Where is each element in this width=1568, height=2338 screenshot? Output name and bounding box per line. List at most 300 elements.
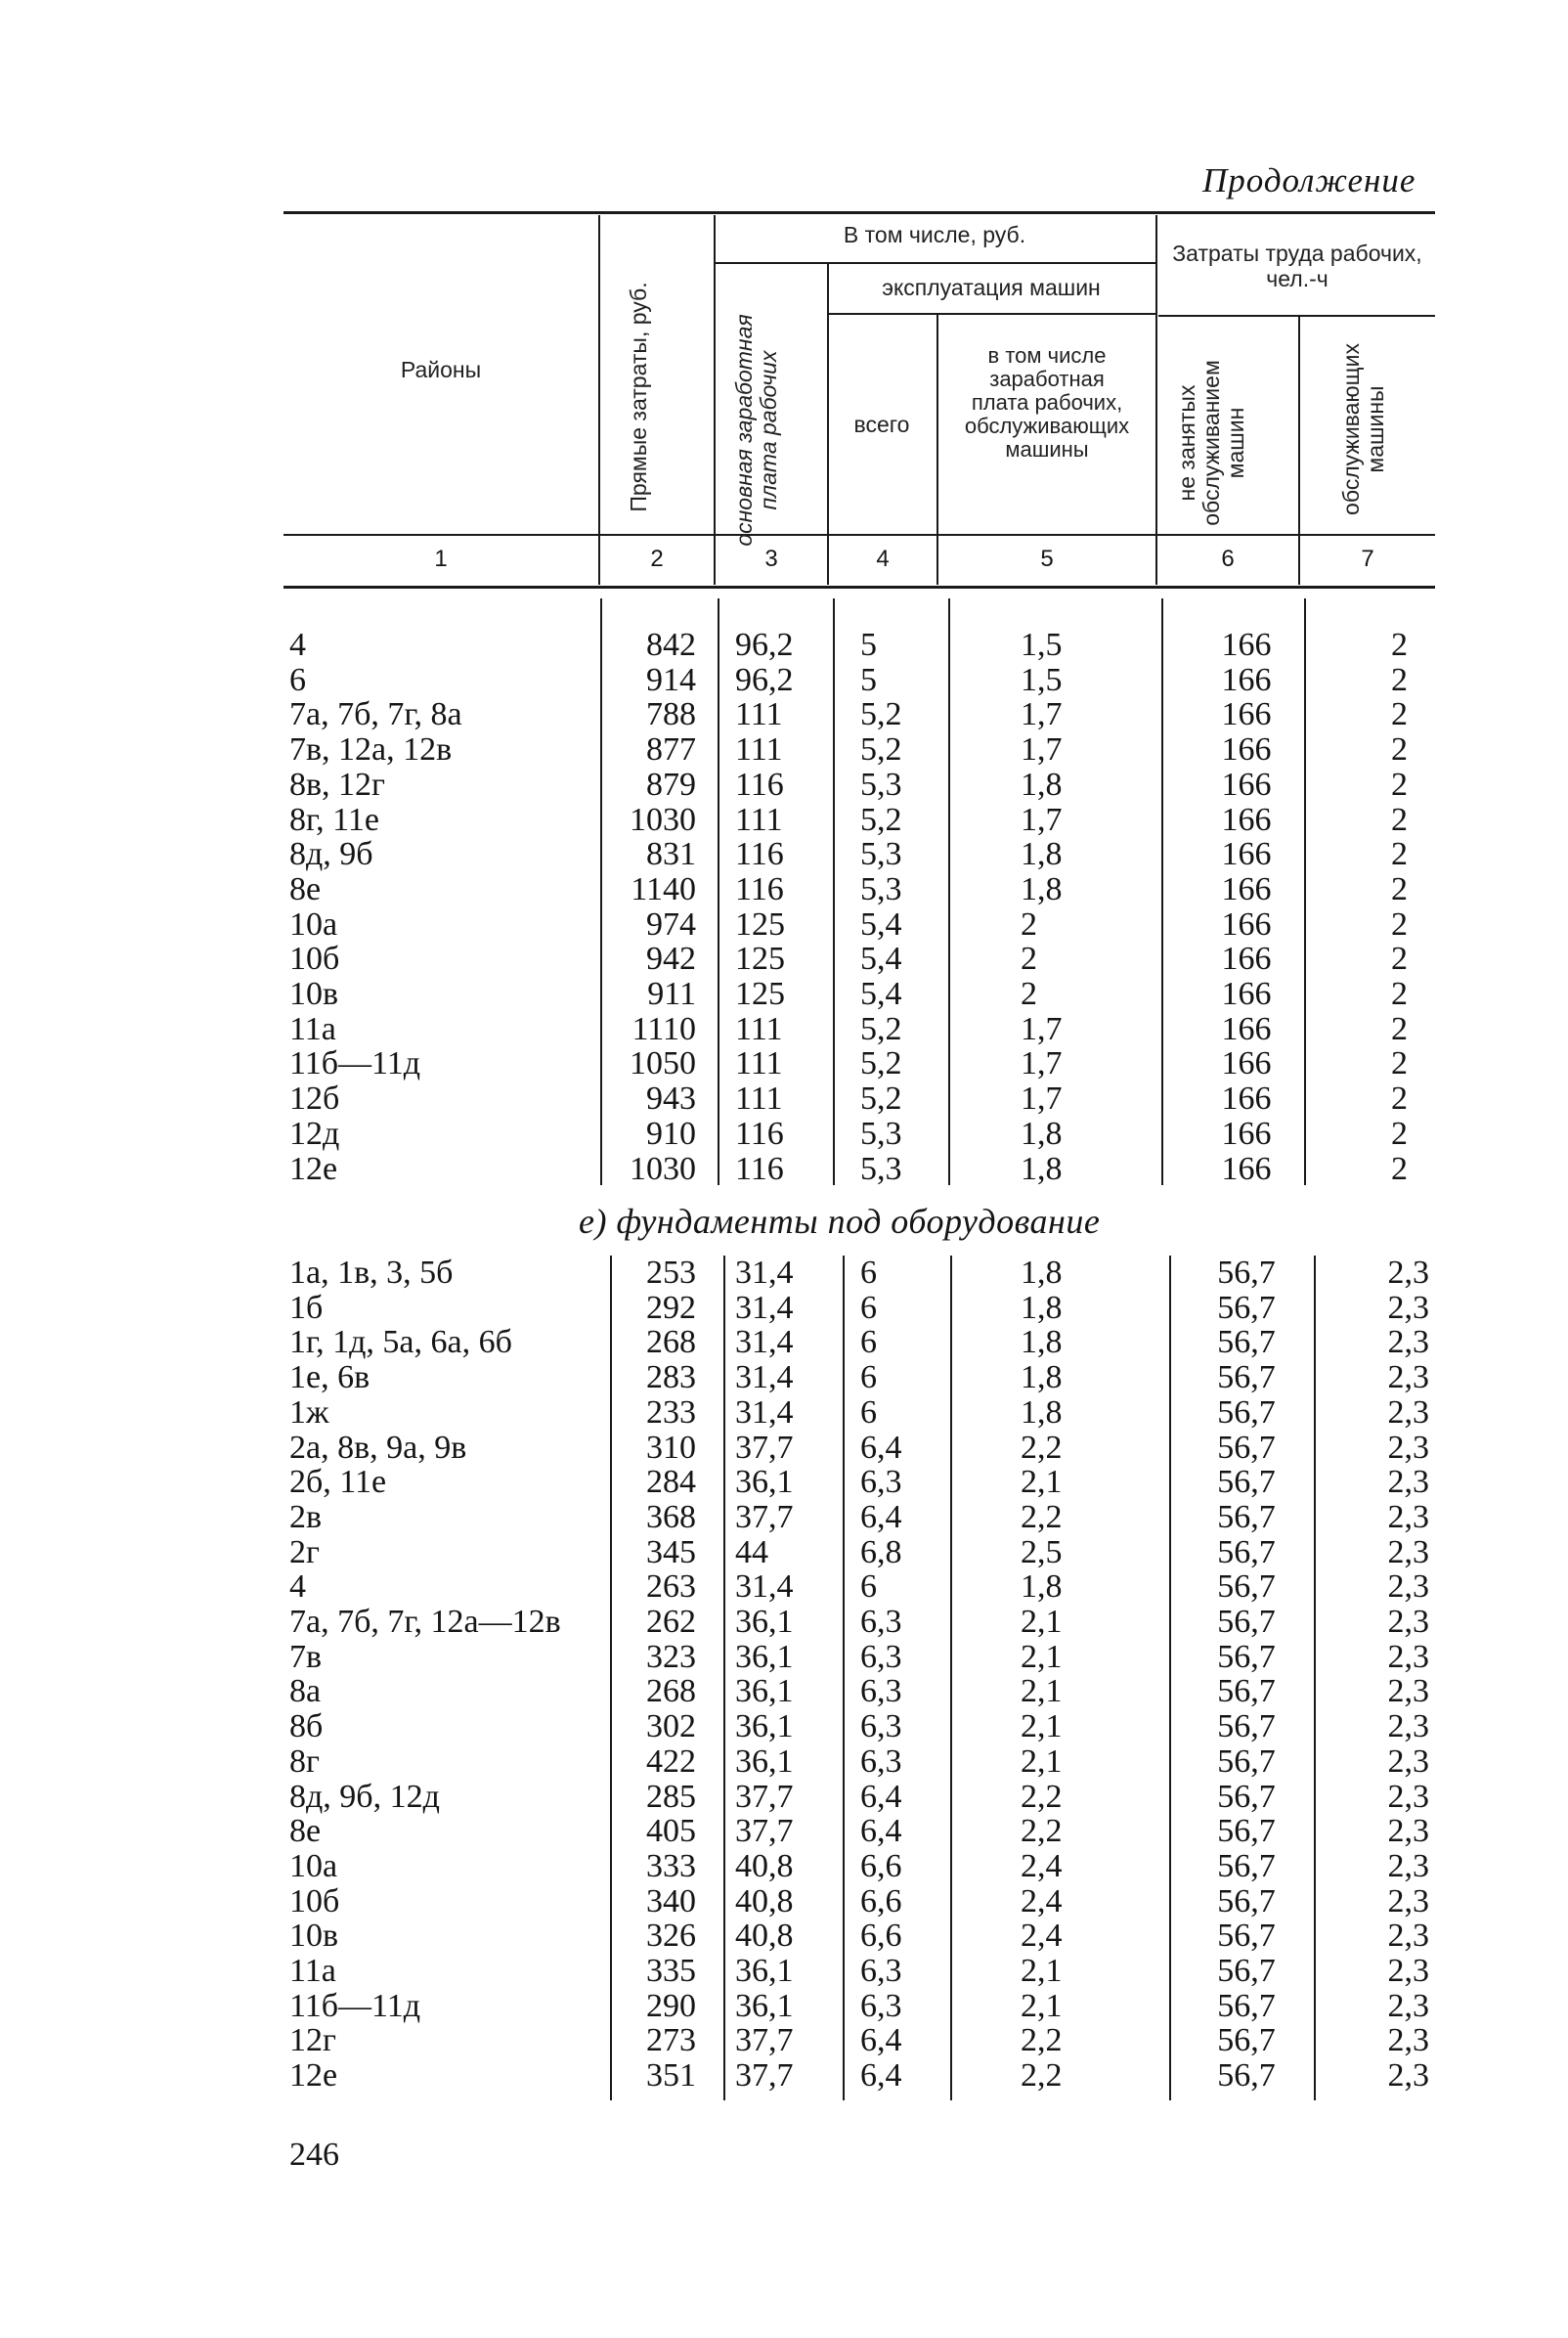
header-vrule-4 xyxy=(936,315,938,585)
cell-basic-wages: 116 xyxy=(735,836,784,873)
table-row xyxy=(0,663,1568,698)
cell-machine-wages: 2,1 xyxy=(1021,1638,1063,1675)
cell-direct-costs: 302 xyxy=(646,1708,696,1745)
cell-basic-wages: 36,1 xyxy=(735,1987,794,2024)
cell-direct-costs: 422 xyxy=(646,1742,696,1780)
cell-labor-not-machine: 56,7 xyxy=(1217,1742,1276,1780)
table-row xyxy=(0,1674,1568,1709)
cell-region: 2а, 8в, 9а, 9в xyxy=(289,1429,467,1466)
cell-region: 8д, 9б, 12д xyxy=(289,1778,440,1815)
cell-region: 10в xyxy=(289,1918,339,1955)
cell-machine-wages: 2,2 xyxy=(1021,1498,1063,1535)
cell-basic-wages: 36,1 xyxy=(735,1638,794,1675)
cell-basic-wages: 111 xyxy=(735,731,783,769)
cell-region: 1е, 6в xyxy=(289,1359,370,1396)
table-top-rule xyxy=(283,211,1435,214)
cell-labor-not-machine: 166 xyxy=(1221,976,1272,1012)
cell-machine-total: 5 xyxy=(860,627,877,663)
cell-basic-wages: 125 xyxy=(735,941,785,978)
cell-machine-total: 6,3 xyxy=(860,1638,902,1675)
cell-region: 8г xyxy=(289,1742,320,1780)
cell-machine-wages: 1,8 xyxy=(1021,1255,1063,1291)
table-row xyxy=(0,1081,1568,1117)
cell-basic-wages: 111 xyxy=(735,1010,783,1047)
cell-machine-total: 5,2 xyxy=(860,1081,902,1118)
continued-label: Продолжение xyxy=(1202,161,1416,199)
cell-machine-total: 6,6 xyxy=(860,1882,902,1919)
cell-labor-not-machine: 56,7 xyxy=(1217,1289,1276,1326)
column-number-7: 7 xyxy=(1361,546,1374,572)
cell-basic-wages: 37,7 xyxy=(735,1498,794,1535)
header-vrule-6 xyxy=(1298,317,1300,585)
cell-direct-costs: 292 xyxy=(646,1289,696,1326)
cell-labor-not-machine: 56,7 xyxy=(1217,1708,1276,1745)
cell-labor-not-machine: 56,7 xyxy=(1217,1918,1276,1955)
cell-basic-wages: 40,8 xyxy=(735,1882,794,1919)
cell-labor-machine: 2 xyxy=(1391,1010,1408,1047)
table-row xyxy=(0,1535,1568,1570)
table-row xyxy=(0,1744,1568,1780)
cell-labor-machine: 2,3 xyxy=(1387,1987,1429,2024)
cell-machine-total: 5,4 xyxy=(860,976,902,1012)
cell-machine-wages: 2,1 xyxy=(1021,1604,1063,1640)
table-row xyxy=(0,977,1568,1012)
cell-basic-wages: 125 xyxy=(735,976,785,1012)
cell-labor-machine: 2,3 xyxy=(1387,1673,1429,1710)
cell-machine-total: 5,2 xyxy=(860,1045,902,1082)
cell-machine-wages: 2,2 xyxy=(1021,1813,1063,1850)
cell-machine-total: 6,4 xyxy=(860,1778,902,1815)
cell-labor-machine: 2,3 xyxy=(1387,1813,1429,1850)
column-number-5: 5 xyxy=(1040,546,1054,572)
cell-machine-wages: 1,7 xyxy=(1021,1010,1063,1047)
cell-region: 10б xyxy=(289,1882,340,1919)
cell-region: 8е xyxy=(289,1813,322,1850)
cell-labor-machine: 2,3 xyxy=(1387,1568,1429,1606)
cell-labor-machine: 2,3 xyxy=(1387,1604,1429,1640)
cell-direct-costs: 273 xyxy=(646,2022,696,2059)
header-basic-wages: основная заработная плата рабочих xyxy=(731,314,781,547)
cell-labor-machine: 2,3 xyxy=(1387,2057,1429,2095)
cell-direct-costs: 268 xyxy=(646,1673,696,1710)
column-numbers-rule xyxy=(283,586,1435,589)
cell-machine-total: 6,3 xyxy=(860,1673,902,1710)
header-incl-wages-machine: в том числе заработная плата рабочих, обслуживающих машины xyxy=(964,343,1130,462)
table-row xyxy=(0,942,1568,977)
cell-basic-wages: 36,1 xyxy=(735,1953,794,1989)
cell-region: 11а xyxy=(289,1010,336,1047)
cell-labor-not-machine: 166 xyxy=(1221,941,1272,978)
cell-labor-machine: 2 xyxy=(1391,696,1408,733)
cell-region: 12г xyxy=(289,2022,336,2059)
cell-machine-total: 6 xyxy=(860,1393,877,1431)
cell-direct-costs: 268 xyxy=(646,1324,696,1361)
cell-labor-not-machine: 56,7 xyxy=(1217,1882,1276,1919)
cell-machine-wages: 2 xyxy=(1021,941,1037,978)
cell-machine-wages: 2,1 xyxy=(1021,1742,1063,1780)
cell-labor-not-machine: 56,7 xyxy=(1217,1673,1276,1710)
cell-labor-not-machine: 56,7 xyxy=(1217,1255,1276,1291)
cell-region: 10а xyxy=(289,1847,338,1884)
cell-labor-machine: 2 xyxy=(1391,1045,1408,1082)
column-number-6: 6 xyxy=(1221,546,1235,572)
cell-basic-wages: 111 xyxy=(735,1045,783,1082)
cell-labor-not-machine: 56,7 xyxy=(1217,1498,1276,1535)
cell-machine-total: 6,3 xyxy=(860,1604,902,1640)
cell-machine-total: 6,4 xyxy=(860,1429,902,1466)
cell-labor-machine: 2,3 xyxy=(1387,1464,1429,1501)
cell-labor-not-machine: 166 xyxy=(1221,1115,1272,1152)
cell-machine-total: 5 xyxy=(860,661,877,698)
cell-machine-wages: 1,7 xyxy=(1021,696,1063,733)
cell-labor-not-machine: 56,7 xyxy=(1217,1324,1276,1361)
cell-labor-machine: 2 xyxy=(1391,766,1408,803)
column-number-2: 2 xyxy=(650,546,664,572)
cell-direct-costs: 1110 xyxy=(632,1010,696,1047)
cell-machine-wages: 1,8 xyxy=(1021,1324,1063,1361)
cell-direct-costs: 1050 xyxy=(630,1045,696,1082)
cell-basic-wages: 111 xyxy=(735,801,783,838)
cell-machine-wages: 2,2 xyxy=(1021,2022,1063,2059)
cell-basic-wages: 31,4 xyxy=(735,1289,794,1326)
table-row xyxy=(0,1919,1568,1954)
cell-machine-wages: 1,5 xyxy=(1021,661,1063,698)
cell-labor-not-machine: 56,7 xyxy=(1217,2057,1276,2095)
header-labor-costs: Затраты труда рабочих, чел.-ч xyxy=(1172,241,1422,291)
cell-basic-wages: 37,7 xyxy=(735,2057,794,2095)
header-total: всего xyxy=(853,412,910,437)
cell-labor-not-machine: 166 xyxy=(1221,836,1272,873)
cell-direct-costs: 290 xyxy=(646,1987,696,2024)
cell-basic-wages: 111 xyxy=(735,696,783,733)
cell-labor-not-machine: 56,7 xyxy=(1217,1987,1276,2024)
header-rule-labor xyxy=(1158,315,1435,317)
cell-direct-costs: 253 xyxy=(646,1255,696,1291)
cell-machine-wages: 1,7 xyxy=(1021,801,1063,838)
cell-basic-wages: 31,4 xyxy=(735,1255,794,1291)
table-row xyxy=(0,1780,1568,1815)
header-direct-costs: Прямые затраты, руб. xyxy=(626,282,651,512)
table-row xyxy=(0,1814,1568,1849)
cell-machine-wages: 1,8 xyxy=(1021,1150,1063,1187)
cell-machine-wages: 2,1 xyxy=(1021,1464,1063,1501)
cell-region: 7в, 12а, 12в xyxy=(289,731,453,769)
cell-direct-costs: 877 xyxy=(646,731,696,769)
cell-machine-total: 6,3 xyxy=(860,1742,902,1780)
cell-labor-not-machine: 166 xyxy=(1221,870,1272,907)
table-row xyxy=(0,837,1568,872)
table-row xyxy=(0,2058,1568,2094)
cell-region: 8д, 9б xyxy=(289,836,373,873)
header-including-rub: В том числе, руб. xyxy=(843,222,1026,247)
cell-machine-total: 5,2 xyxy=(860,1010,902,1047)
table-row xyxy=(0,1325,1568,1360)
cell-region: 12е xyxy=(289,2057,338,2095)
table-row xyxy=(0,1046,1568,1081)
cell-machine-total: 5,3 xyxy=(860,1115,902,1152)
cell-region: 8е xyxy=(289,870,322,907)
table-row xyxy=(0,1884,1568,1919)
cell-labor-not-machine: 166 xyxy=(1221,801,1272,838)
cell-direct-costs: 842 xyxy=(646,627,696,663)
cell-basic-wages: 116 xyxy=(735,1115,784,1152)
table-row xyxy=(0,1849,1568,1884)
page-number: 246 xyxy=(289,2137,339,2173)
cell-region: 2в xyxy=(289,1498,323,1535)
cell-machine-total: 6,4 xyxy=(860,1498,902,1535)
cell-labor-machine: 2 xyxy=(1391,1081,1408,1118)
cell-region: 10в xyxy=(289,976,339,1012)
cell-basic-wages: 31,4 xyxy=(735,1568,794,1606)
cell-basic-wages: 31,4 xyxy=(735,1324,794,1361)
header-vrule-1 xyxy=(598,215,600,585)
cell-machine-total: 5,2 xyxy=(860,801,902,838)
cell-region: 1ж xyxy=(289,1393,329,1431)
cell-direct-costs: 974 xyxy=(646,905,696,943)
cell-machine-wages: 1,8 xyxy=(1021,870,1063,907)
header-rule-machines xyxy=(827,313,1155,315)
cell-machine-total: 6,6 xyxy=(860,1847,902,1884)
cell-machine-wages: 2,5 xyxy=(1021,1533,1063,1570)
cell-labor-machine: 2,3 xyxy=(1387,1778,1429,1815)
cell-region: 12б xyxy=(289,1081,340,1118)
cell-basic-wages: 37,7 xyxy=(735,1429,794,1466)
cell-machine-wages: 1,8 xyxy=(1021,1359,1063,1396)
cell-machine-total: 6,3 xyxy=(860,1987,902,2024)
cell-machine-total: 6,4 xyxy=(860,2022,902,2059)
cell-machine-wages: 2,4 xyxy=(1021,1847,1063,1884)
cell-region: 12д xyxy=(289,1115,340,1152)
header-not-machine: не занятых обслуживанием машин xyxy=(1174,360,1248,526)
cell-basic-wages: 125 xyxy=(735,905,785,943)
cell-machine-wages: 1,8 xyxy=(1021,1289,1063,1326)
cell-labor-machine: 2 xyxy=(1391,836,1408,873)
cell-machine-wages: 1,8 xyxy=(1021,766,1063,803)
cell-region: 1а, 1в, 3, 5б xyxy=(289,1255,454,1291)
cell-machine-wages: 1,7 xyxy=(1021,1081,1063,1118)
table-row xyxy=(0,803,1568,838)
cell-labor-not-machine: 56,7 xyxy=(1217,1359,1276,1396)
cell-machine-total: 6,4 xyxy=(860,1813,902,1850)
cell-direct-costs: 405 xyxy=(646,1813,696,1850)
cell-labor-machine: 2 xyxy=(1391,627,1408,663)
cell-region: 8г, 11е xyxy=(289,801,379,838)
cell-labor-machine: 2,3 xyxy=(1387,1953,1429,1989)
cell-labor-machine: 2,3 xyxy=(1387,1289,1429,1326)
table-row xyxy=(0,1605,1568,1640)
cell-direct-costs: 340 xyxy=(646,1882,696,1919)
header-machine-operation: эксплуатация машин xyxy=(882,275,1101,300)
cell-region: 7а, 7б, 7г, 12а—12в xyxy=(289,1604,561,1640)
cell-region: 6 xyxy=(289,661,306,698)
cell-basic-wages: 37,7 xyxy=(735,1778,794,1815)
cell-machine-wages: 1,5 xyxy=(1021,627,1063,663)
cell-direct-costs: 1030 xyxy=(630,1150,696,1187)
cell-basic-wages: 40,8 xyxy=(735,1847,794,1884)
cell-labor-machine: 2,3 xyxy=(1387,1638,1429,1675)
cell-basic-wages: 36,1 xyxy=(735,1742,794,1780)
cell-labor-not-machine: 56,7 xyxy=(1217,1847,1276,1884)
cell-labor-machine: 2,3 xyxy=(1387,1882,1429,1919)
cell-region: 10а xyxy=(289,905,338,943)
cell-labor-not-machine: 166 xyxy=(1221,1081,1272,1118)
cell-direct-costs: 335 xyxy=(646,1953,696,1989)
table-row xyxy=(0,1500,1568,1535)
cell-machine-wages: 1,8 xyxy=(1021,1568,1063,1606)
table-row xyxy=(0,732,1568,768)
cell-machine-wages: 2,1 xyxy=(1021,1987,1063,2024)
cell-basic-wages: 36,1 xyxy=(735,1673,794,1710)
table-row xyxy=(0,1256,1568,1291)
cell-machine-total: 6,4 xyxy=(860,2057,902,2095)
cell-direct-costs: 879 xyxy=(646,766,696,803)
table-row xyxy=(0,1954,1568,1989)
cell-machine-wages: 1,7 xyxy=(1021,731,1063,769)
cell-direct-costs: 326 xyxy=(646,1918,696,1955)
cell-machine-total: 5,4 xyxy=(860,941,902,978)
cell-machine-wages: 2 xyxy=(1021,905,1037,943)
cell-machine-total: 5,3 xyxy=(860,766,902,803)
cell-machine-wages: 2,4 xyxy=(1021,1918,1063,1955)
cell-direct-costs: 345 xyxy=(646,1533,696,1570)
column-number-1: 1 xyxy=(434,546,448,572)
cell-machine-total: 6 xyxy=(860,1289,877,1326)
cell-direct-costs: 351 xyxy=(646,2057,696,2095)
cell-basic-wages: 111 xyxy=(735,1081,783,1118)
cell-labor-not-machine: 56,7 xyxy=(1217,1638,1276,1675)
cell-machine-total: 5,2 xyxy=(860,731,902,769)
cell-machine-wages: 2,1 xyxy=(1021,1953,1063,1989)
cell-direct-costs: 788 xyxy=(646,696,696,733)
cell-region: 8в, 12г xyxy=(289,766,385,803)
cell-machine-total: 5,2 xyxy=(860,696,902,733)
cell-labor-not-machine: 56,7 xyxy=(1217,1429,1276,1466)
cell-labor-not-machine: 56,7 xyxy=(1217,1953,1276,1989)
cell-labor-machine: 2 xyxy=(1391,870,1408,907)
cell-region: 12е xyxy=(289,1150,338,1187)
cell-machine-total: 6 xyxy=(860,1324,877,1361)
header-vrule-2 xyxy=(714,215,716,585)
cell-labor-machine: 2 xyxy=(1391,1115,1408,1152)
cell-region: 2б, 11е xyxy=(289,1464,387,1501)
cell-labor-machine: 2,3 xyxy=(1387,1359,1429,1396)
cell-direct-costs: 911 xyxy=(647,976,696,1012)
cell-region: 1б xyxy=(289,1289,324,1326)
cell-machine-wages: 2,1 xyxy=(1021,1708,1063,1745)
cell-machine-wages: 1,7 xyxy=(1021,1045,1063,1082)
cell-machine-total: 5,3 xyxy=(860,1150,902,1187)
cell-basic-wages: 116 xyxy=(735,870,784,907)
cell-direct-costs: 233 xyxy=(646,1393,696,1431)
cell-direct-costs: 943 xyxy=(646,1081,696,1118)
cell-machine-wages: 2,2 xyxy=(1021,1429,1063,1466)
cell-labor-not-machine: 166 xyxy=(1221,766,1272,803)
cell-direct-costs: 831 xyxy=(646,836,696,873)
cell-region: 8б xyxy=(289,1708,324,1745)
cell-labor-not-machine: 166 xyxy=(1221,1045,1272,1082)
cell-machine-total: 6,3 xyxy=(860,1708,902,1745)
cell-labor-not-machine: 56,7 xyxy=(1217,1604,1276,1640)
cell-direct-costs: 285 xyxy=(646,1778,696,1815)
cell-machine-total: 5,3 xyxy=(860,870,902,907)
section-title: е) фундаменты под оборудование xyxy=(579,1202,1101,1241)
cell-region: 2г xyxy=(289,1533,320,1570)
cell-machine-wages: 2,1 xyxy=(1021,1673,1063,1710)
cell-labor-machine: 2 xyxy=(1391,731,1408,769)
cell-basic-wages: 36,1 xyxy=(735,1464,794,1501)
cell-direct-costs: 1140 xyxy=(631,870,696,907)
cell-direct-costs: 910 xyxy=(646,1115,696,1152)
cell-region: 10б xyxy=(289,941,340,978)
table-row xyxy=(0,1395,1568,1431)
table-row xyxy=(0,1117,1568,1152)
table-row xyxy=(0,1569,1568,1605)
cell-labor-not-machine: 166 xyxy=(1221,696,1272,733)
cell-labor-machine: 2,3 xyxy=(1387,1429,1429,1466)
cell-labor-machine: 2 xyxy=(1391,905,1408,943)
header-rule-including xyxy=(714,262,1155,264)
cell-machine-total: 6,3 xyxy=(860,1953,902,1989)
table-row xyxy=(0,1291,1568,1326)
cell-basic-wages: 37,7 xyxy=(735,1813,794,1850)
table-row xyxy=(0,872,1568,907)
cell-labor-not-machine: 166 xyxy=(1221,1150,1272,1187)
cell-region: 4 xyxy=(289,627,306,663)
cell-direct-costs: 263 xyxy=(646,1568,696,1606)
cell-machine-total: 6 xyxy=(860,1255,877,1291)
cell-machine-wages: 1,8 xyxy=(1021,836,1063,873)
cell-labor-not-machine: 56,7 xyxy=(1217,1813,1276,1850)
cell-machine-total: 5,4 xyxy=(860,905,902,943)
table-row xyxy=(0,1360,1568,1395)
cell-region: 4 xyxy=(289,1568,306,1606)
table-row xyxy=(0,1012,1568,1047)
cell-region: 11а xyxy=(289,1953,336,1989)
cell-labor-machine: 2,3 xyxy=(1387,1324,1429,1361)
cell-labor-machine: 2,3 xyxy=(1387,2022,1429,2059)
table-row xyxy=(0,1640,1568,1675)
cell-direct-costs: 368 xyxy=(646,1498,696,1535)
cell-direct-costs: 914 xyxy=(646,661,696,698)
cell-labor-machine: 2 xyxy=(1391,801,1408,838)
table-row xyxy=(0,2023,1568,2058)
cell-labor-not-machine: 166 xyxy=(1221,905,1272,943)
cell-machine-total: 6,8 xyxy=(860,1533,902,1570)
cell-labor-machine: 2,3 xyxy=(1387,1847,1429,1884)
header-machine-service: обслуживающих машины xyxy=(1338,343,1388,515)
cell-labor-not-machine: 56,7 xyxy=(1217,1568,1276,1606)
cell-machine-wages: 1,8 xyxy=(1021,1393,1063,1431)
table-row xyxy=(0,1709,1568,1744)
cell-region: 8а xyxy=(289,1673,322,1710)
cell-basic-wages: 36,1 xyxy=(735,1708,794,1745)
header-vrule-5 xyxy=(1155,215,1157,585)
cell-region: 7а, 7б, 7г, 8а xyxy=(289,696,462,733)
cell-machine-wages: 1,8 xyxy=(1021,1115,1063,1152)
cell-basic-wages: 37,7 xyxy=(735,2022,794,2059)
cell-direct-costs: 333 xyxy=(646,1847,696,1884)
cell-region: 11б—11д xyxy=(289,1987,421,2024)
cell-labor-not-machine: 166 xyxy=(1221,661,1272,698)
cell-machine-wages: 2,4 xyxy=(1021,1882,1063,1919)
cell-labor-machine: 2,3 xyxy=(1387,1708,1429,1745)
cell-labor-machine: 2,3 xyxy=(1387,1255,1429,1291)
cell-machine-wages: 2,2 xyxy=(1021,1778,1063,1815)
cell-basic-wages: 31,4 xyxy=(735,1393,794,1431)
cell-machine-total: 6 xyxy=(860,1568,877,1606)
cell-basic-wages: 31,4 xyxy=(735,1359,794,1396)
cell-basic-wages: 96,2 xyxy=(735,627,794,663)
